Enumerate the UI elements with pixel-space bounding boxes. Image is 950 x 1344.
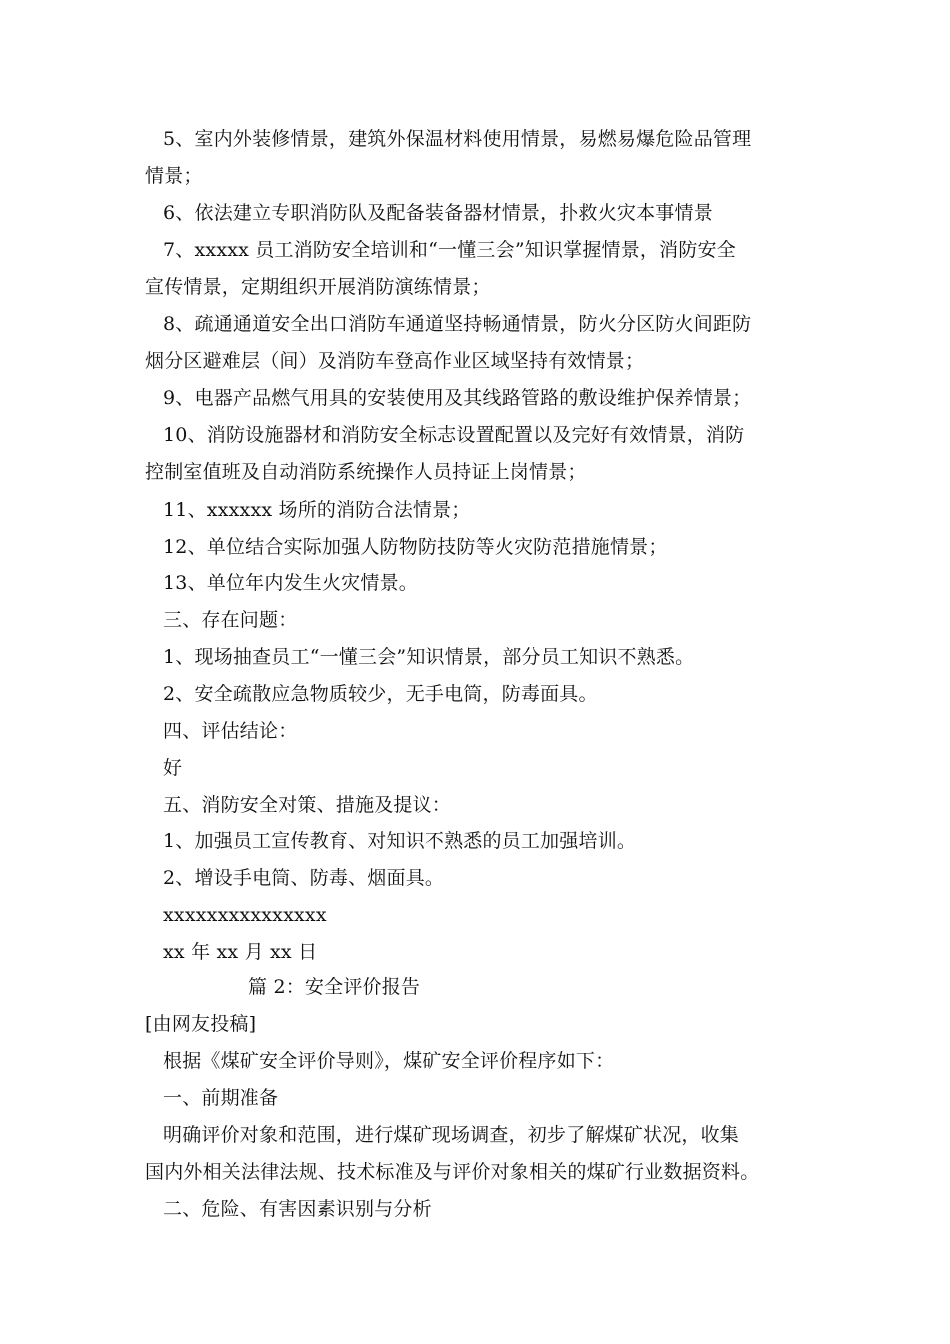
date-line: xx 年 xx 月 xx 日 (163, 941, 318, 963)
section-heading: 五、消防安全对策、措施及提议： (163, 794, 452, 816)
text-line: 10、消防设施器材和消防安全标志设置配置以及完好有效情景，消防 (163, 424, 745, 446)
text-line: 明确评价对象和范围，进行煤矿现场调查，初步了解煤矿状况，收集 (163, 1124, 740, 1146)
section-heading: 四、评估结论： (163, 720, 298, 742)
text-line: 7、xxxxx 员工消防安全培训和“一懂三会”知识掌握情景，消防安全 (163, 239, 736, 261)
text-line: 11、xxxxxx 场所的消防合法情景； (163, 499, 471, 521)
article-title: 篇 2：安全评价报告 (248, 976, 421, 998)
section-heading: 二、危险、有害因素识别与分析 (163, 1198, 432, 1220)
text-line: 2、安全疏散应急物质较少，无手电筒，防毒面具。 (163, 683, 598, 705)
text-line: 12、单位结合实际加强人防物防技防等火灾防范措施情景； (163, 536, 668, 558)
text-line: [由网友投稿] (145, 1013, 257, 1035)
text-line: 13、单位年内发生火灾情景。 (163, 572, 418, 594)
text-line: 1、现场抽查员工“一懂三会”知识情景，部分员工知识不熟悉。 (163, 646, 695, 668)
text-line: 9、电器产品燃气用具的安装使用及其线路管路的敷设维护保养情景； (163, 387, 752, 409)
text-line: 根据《煤矿安全评价导则》，煤矿安全评价程序如下： (163, 1050, 615, 1072)
section-heading: 一、前期准备 (163, 1087, 279, 1109)
text-line: 8、疏通通道安全出口消防车通道坚持畅通情景，防火分区防火间距防 (163, 313, 752, 335)
text-line: 国内外相关法律法规、技术标准及与评价对象相关的煤矿行业数据资料。 (145, 1161, 760, 1183)
text-line: 好 (163, 757, 183, 779)
text-line: 6、依法建立专职消防队及配备装备器材情景，扑救火灾本事情景 (163, 202, 713, 224)
text-line: 烟分区避难层（间）及消防车登高作业区域坚持有效情景； (145, 350, 645, 372)
text-line: 5、室内外装修情景，建筑外保温材料使用情景，易燃易爆危险品管理 (163, 128, 752, 150)
section-heading: 三、存在问题： (163, 609, 298, 631)
signature-placeholder: xxxxxxxxxxxxxxx (163, 904, 327, 926)
text-line: 情景； (145, 165, 203, 187)
text-line: 宣传情景，定期组织开展消防演练情景； (145, 276, 491, 298)
text-line: 控制室值班及自动消防系统操作人员持证上岗情景； (145, 461, 587, 483)
text-line: 1、加强员工宣传教育、对知识不熟悉的员工加强培训。 (163, 830, 637, 852)
text-line: 2、增设手电筒、防毒、烟面具。 (163, 867, 445, 889)
